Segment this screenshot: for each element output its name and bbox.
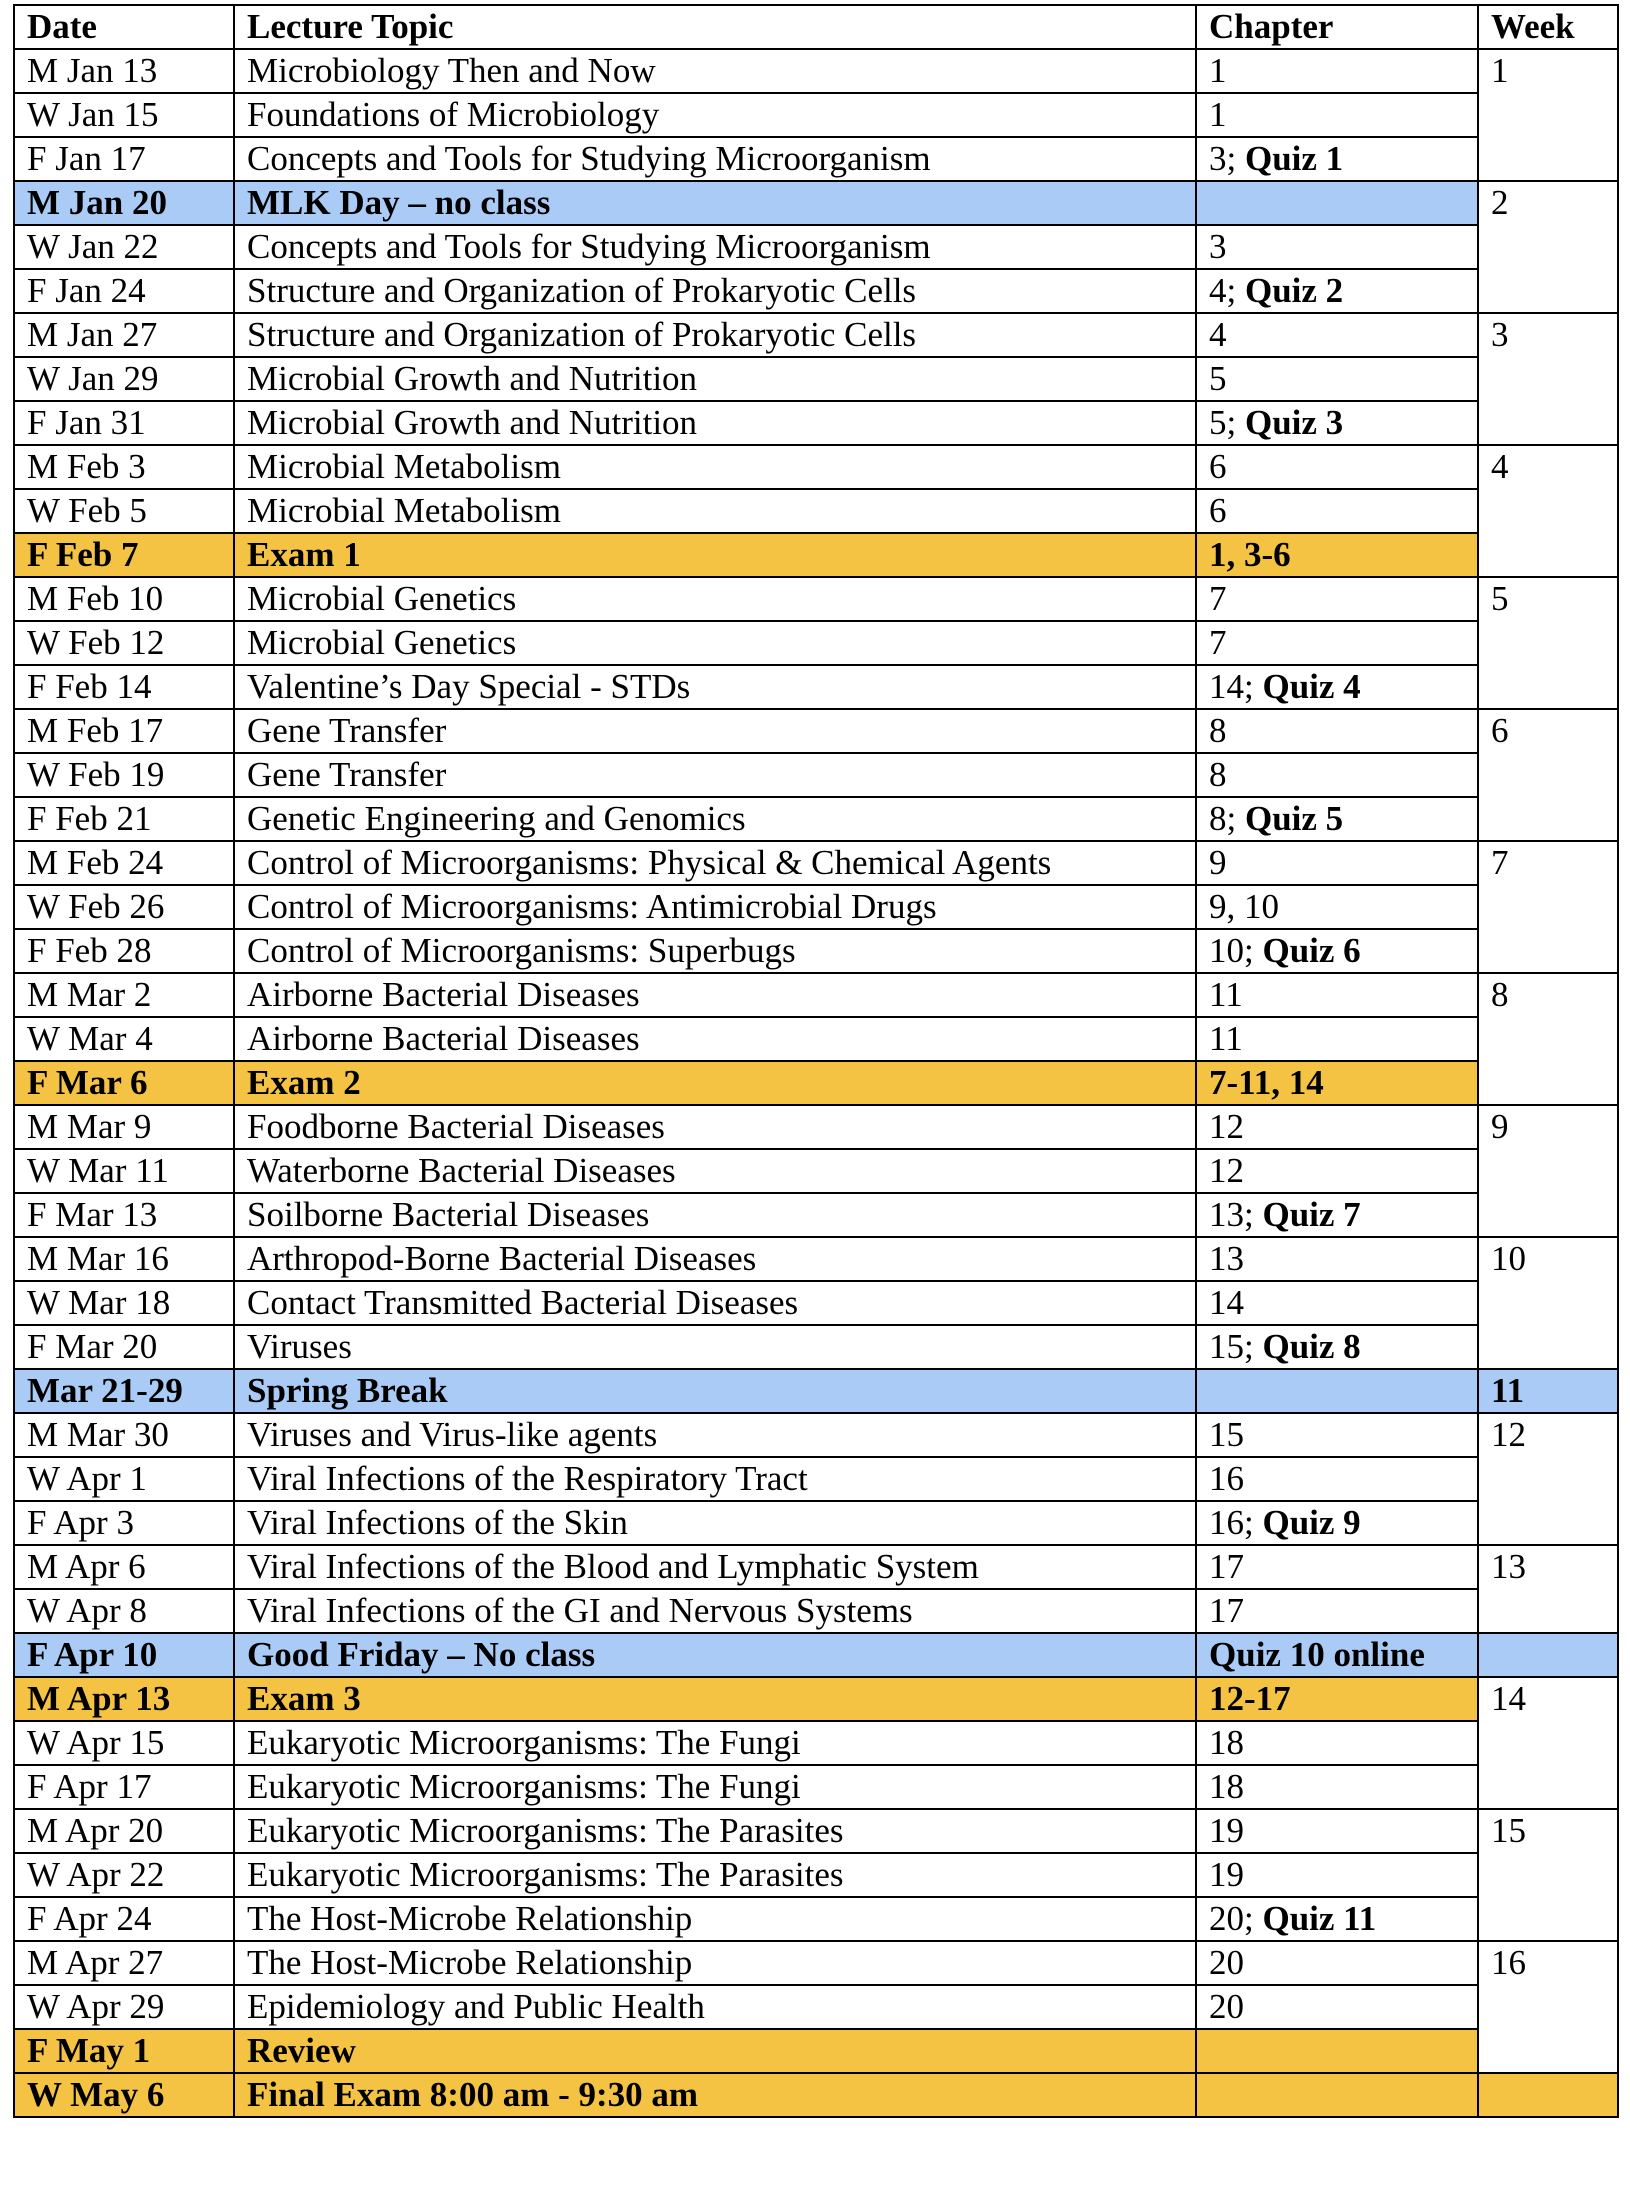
lecture-topic-cell: Contact Transmitted Bacterial Diseases (234, 1281, 1196, 1325)
lecture-topic-cell: Structure and Organization of Prokaryotic Cells (234, 313, 1196, 357)
week-cell: 12 (1478, 1413, 1618, 1545)
table-row (14, 973, 1618, 1017)
chapter-number: 7-11, 14 (1209, 1063, 1324, 1102)
date-cell: M Feb 10 (14, 577, 234, 621)
lecture-topic-cell: Final Exam 8:00 am - 9:30 am (234, 2073, 1196, 2117)
lecture-topic-cell: Airborne Bacterial Diseases (234, 973, 1196, 1017)
chapter-cell (1196, 137, 1478, 181)
table-row (14, 137, 1618, 181)
chapter-number: 15; (1209, 1327, 1263, 1366)
lecture-topic-cell: Soilborne Bacterial Diseases (234, 1193, 1196, 1237)
lecture-topic-cell: Eukaryotic Microorganisms: The Fungi (234, 1721, 1196, 1765)
chapter-number: 7 (1209, 623, 1227, 662)
schedule-body (14, 49, 1618, 2117)
chapter-cell (1196, 357, 1478, 401)
date-cell: M Feb 24 (14, 841, 234, 885)
table-row (14, 1193, 1618, 1237)
chapter-number: 12 (1209, 1151, 1244, 1190)
table-row (14, 2029, 1618, 2073)
chapter-cell (1196, 1897, 1478, 1941)
chapter-cell (1196, 533, 1478, 577)
chapter-cell (1196, 1853, 1478, 1897)
week-cell: 6 (1478, 709, 1618, 841)
chapter-cell (1196, 401, 1478, 445)
chapter-number: 19 (1209, 1855, 1244, 1894)
chapter-number: 17 (1209, 1591, 1244, 1630)
chapter-number: 20 (1209, 1987, 1244, 2026)
date-cell: M Feb 3 (14, 445, 234, 489)
date-cell: M Apr 27 (14, 1941, 234, 1985)
chapter-cell (1196, 1457, 1478, 1501)
chapter-cell (1196, 49, 1478, 93)
lecture-topic-cell: Viral Infections of the Respiratory Tract (234, 1457, 1196, 1501)
table-row (14, 1325, 1618, 1369)
chapter-number: 12-17 (1209, 1679, 1291, 1718)
date-cell: F Apr 3 (14, 1501, 234, 1545)
week-cell: 1 (1478, 49, 1618, 181)
chapter-cell (1196, 1413, 1478, 1457)
chapter-cell (1196, 885, 1478, 929)
date-cell: M Mar 16 (14, 1237, 234, 1281)
chapter-cell (1196, 841, 1478, 885)
chapter-number: 16; (1209, 1503, 1263, 1542)
table-row (14, 1985, 1618, 2029)
chapter-number: 9, 10 (1209, 887, 1279, 926)
lecture-topic-cell: Viral Infections of the Blood and Lymphatic System (234, 1545, 1196, 1589)
week-cell: 7 (1478, 841, 1618, 973)
lecture-topic-cell: Control of Microorganisms: Superbugs (234, 929, 1196, 973)
lecture-topic-cell: Foodborne Bacterial Diseases (234, 1105, 1196, 1149)
lecture-topic-cell: Waterborne Bacterial Diseases (234, 1149, 1196, 1193)
lecture-topic-cell: The Host-Microbe Relationship (234, 1941, 1196, 1985)
chapter-cell (1196, 313, 1478, 357)
date-cell: F Apr 24 (14, 1897, 234, 1941)
date-cell: F Feb 28 (14, 929, 234, 973)
chapter-cell (1196, 1061, 1478, 1105)
lecture-topic-cell: Control of Microorganisms: Physical & Chemical Agents (234, 841, 1196, 885)
date-cell: W Mar 11 (14, 1149, 234, 1193)
chapter-cell (1196, 225, 1478, 269)
quiz-label: Quiz 7 (1262, 1195, 1361, 1234)
chapter-number: 10; (1209, 931, 1263, 970)
chapter-number: 1 (1209, 95, 1227, 134)
chapter-number: 3; (1209, 139, 1245, 178)
chapter-cell (1196, 973, 1478, 1017)
table-row (14, 1809, 1618, 1853)
week-cell: 9 (1478, 1105, 1618, 1237)
lecture-topic-cell: Eukaryotic Microorganisms: The Parasites (234, 1853, 1196, 1897)
lecture-topic-cell: Microbial Metabolism (234, 489, 1196, 533)
week-cell: 2 (1478, 181, 1618, 313)
chapter-number: 13 (1209, 1239, 1244, 1278)
table-row (14, 1853, 1618, 1897)
week-cell: 15 (1478, 1809, 1618, 1941)
lecture-topic-cell: Exam 2 (234, 1061, 1196, 1105)
table-row (14, 1897, 1618, 1941)
date-cell: W Mar 4 (14, 1017, 234, 1061)
date-cell: W May 6 (14, 2073, 234, 2117)
chapter-cell (1196, 93, 1478, 137)
date-cell: W Feb 5 (14, 489, 234, 533)
chapter-number: 9 (1209, 843, 1227, 882)
chapter-cell (1196, 181, 1478, 225)
chapter-number: 16 (1209, 1459, 1244, 1498)
chapter-number: 17 (1209, 1547, 1244, 1586)
chapter-number: 11 (1209, 975, 1243, 1014)
table-row (14, 1105, 1618, 1149)
date-cell: F Apr 17 (14, 1765, 234, 1809)
date-cell: M Mar 2 (14, 973, 234, 1017)
chapter-number: 8; (1209, 799, 1245, 838)
header-chapter: Chapter (1196, 5, 1478, 49)
chapter-cell (1196, 445, 1478, 489)
chapter-number: 18 (1209, 1723, 1244, 1762)
chapter-number: 11 (1209, 1019, 1243, 1058)
week-cell (1478, 2073, 1618, 2117)
lecture-topic-cell: Concepts and Tools for Studying Microorganism (234, 137, 1196, 181)
chapter-cell (1196, 929, 1478, 973)
table-row (14, 1061, 1618, 1105)
chapter-cell (1196, 1017, 1478, 1061)
lecture-topic-cell: Review (234, 2029, 1196, 2073)
week-cell: 3 (1478, 313, 1618, 445)
table-row (14, 665, 1618, 709)
lecture-topic-cell: Exam 3 (234, 1677, 1196, 1721)
chapter-cell (1196, 1721, 1478, 1765)
lecture-topic-cell: Airborne Bacterial Diseases (234, 1017, 1196, 1061)
table-row (14, 1457, 1618, 1501)
date-cell: W Apr 29 (14, 1985, 234, 2029)
week-cell: 14 (1478, 1677, 1618, 1809)
quiz-label: Quiz 11 (1262, 1899, 1377, 1938)
date-cell: F Mar 13 (14, 1193, 234, 1237)
chapter-number: 4; (1209, 271, 1245, 310)
lecture-topic-cell: Exam 1 (234, 533, 1196, 577)
lecture-topic-cell: Gene Transfer (234, 709, 1196, 753)
header-date: Date (14, 5, 234, 49)
lecture-topic-cell: Arthropod-Borne Bacterial Diseases (234, 1237, 1196, 1281)
chapter-cell (1196, 1765, 1478, 1809)
chapter-number: 4 (1209, 315, 1227, 354)
date-cell: F Mar 6 (14, 1061, 234, 1105)
date-cell: W Apr 1 (14, 1457, 234, 1501)
chapter-number: 19 (1209, 1811, 1244, 1850)
chapter-number: 3 (1209, 227, 1227, 266)
chapter-cell (1196, 269, 1478, 313)
lecture-topic-cell: Microbial Metabolism (234, 445, 1196, 489)
quiz-label: Quiz 1 (1244, 139, 1344, 178)
week-cell (1478, 1633, 1618, 1677)
header-lecture-topic: Lecture Topic (234, 5, 1196, 49)
chapter-number: 20; (1209, 1899, 1263, 1938)
table-row (14, 2073, 1618, 2117)
week-cell: 8 (1478, 973, 1618, 1105)
table-row (14, 93, 1618, 137)
chapter-number: 18 (1209, 1767, 1244, 1806)
chapter-cell (1196, 1281, 1478, 1325)
table-row (14, 797, 1618, 841)
lecture-topic-cell: Viral Infections of the Skin (234, 1501, 1196, 1545)
chapter-cell (1196, 1501, 1478, 1545)
lecture-topic-cell: The Host-Microbe Relationship (234, 1897, 1196, 1941)
chapter-number: 6 (1209, 447, 1227, 486)
table-row (14, 885, 1618, 929)
table-header-row (14, 5, 1618, 49)
table-row (14, 181, 1618, 225)
date-cell: W Jan 22 (14, 225, 234, 269)
lecture-topic-cell: Microbial Genetics (234, 577, 1196, 621)
quiz-label: Quiz 8 (1262, 1327, 1361, 1366)
date-cell: F Jan 17 (14, 137, 234, 181)
date-cell: M Jan 27 (14, 313, 234, 357)
chapter-number: 7 (1209, 579, 1227, 618)
week-cell: 5 (1478, 577, 1618, 709)
lecture-topic-cell: Viruses (234, 1325, 1196, 1369)
date-cell: F Mar 20 (14, 1325, 234, 1369)
chapter-cell (1196, 1325, 1478, 1369)
chapter-number: 13; (1209, 1195, 1263, 1234)
date-cell: M Mar 9 (14, 1105, 234, 1149)
chapter-cell (1196, 1809, 1478, 1853)
lecture-topic-cell: Microbial Genetics (234, 621, 1196, 665)
chapter-number: 1 (1209, 51, 1227, 90)
lecture-topic-cell: Eukaryotic Microorganisms: The Parasites (234, 1809, 1196, 1853)
date-cell: W Apr 15 (14, 1721, 234, 1765)
table-row (14, 1281, 1618, 1325)
chapter-cell (1196, 1149, 1478, 1193)
table-row (14, 1149, 1618, 1193)
chapter-cell (1196, 1193, 1478, 1237)
chapter-cell (1196, 1105, 1478, 1149)
chapter-cell (1196, 577, 1478, 621)
week-cell: 16 (1478, 1941, 1618, 2073)
table-row (14, 313, 1618, 357)
table-row (14, 49, 1618, 93)
table-row (14, 1633, 1618, 1677)
lecture-topic-cell: Microbiology Then and Now (234, 49, 1196, 93)
chapter-cell (1196, 1677, 1478, 1721)
lecture-topic-cell: Epidemiology and Public Health (234, 1985, 1196, 2029)
chapter-cell (1196, 2029, 1478, 2073)
table-row (14, 621, 1618, 665)
date-cell: M Mar 30 (14, 1413, 234, 1457)
chapter-number: 20 (1209, 1943, 1244, 1982)
chapter-cell (1196, 1237, 1478, 1281)
table-row (14, 577, 1618, 621)
date-cell: W Jan 15 (14, 93, 234, 137)
chapter-cell (1196, 1589, 1478, 1633)
chapter-number: 8 (1209, 711, 1227, 750)
chapter-number: 15 (1209, 1415, 1244, 1454)
table-row (14, 533, 1618, 577)
date-cell: F Jan 31 (14, 401, 234, 445)
chapter-cell (1196, 1545, 1478, 1589)
chapter-cell (1196, 2073, 1478, 2117)
chapter-number: 1, 3-6 (1209, 535, 1291, 574)
chapter-number: 5; (1209, 403, 1245, 442)
table-row (14, 1369, 1618, 1413)
table-row (14, 1589, 1618, 1633)
lecture-topic-cell: Good Friday – No class (234, 1633, 1196, 1677)
table-row (14, 709, 1618, 753)
chapter-cell (1196, 1369, 1478, 1413)
week-cell: 4 (1478, 445, 1618, 577)
chapter-number: 14; (1209, 667, 1263, 706)
date-cell: W Apr 22 (14, 1853, 234, 1897)
week-cell: 10 (1478, 1237, 1618, 1369)
date-cell: F Feb 7 (14, 533, 234, 577)
chapter-cell (1196, 1985, 1478, 2029)
chapter-cell (1196, 665, 1478, 709)
date-cell: W Jan 29 (14, 357, 234, 401)
chapter-cell (1196, 753, 1478, 797)
week-cell: 11 (1478, 1369, 1618, 1413)
date-cell: W Apr 8 (14, 1589, 234, 1633)
table-row (14, 1765, 1618, 1809)
date-cell: M Apr 13 (14, 1677, 234, 1721)
date-cell: F Feb 21 (14, 797, 234, 841)
date-cell: F Apr 10 (14, 1633, 234, 1677)
date-cell: M Feb 17 (14, 709, 234, 753)
date-cell: W Mar 18 (14, 1281, 234, 1325)
date-cell: M Jan 13 (14, 49, 234, 93)
chapter-cell (1196, 797, 1478, 841)
lecture-topic-cell: Viruses and Virus-like agents (234, 1413, 1196, 1457)
chapter-number: 5 (1209, 359, 1227, 398)
quiz-label: Quiz 9 (1262, 1503, 1361, 1542)
date-cell: M Apr 6 (14, 1545, 234, 1589)
quiz-label: Quiz 4 (1262, 667, 1361, 706)
table-row (14, 1413, 1618, 1457)
chapter-number: 6 (1209, 491, 1227, 530)
lecture-topic-cell: Valentine’s Day Special - STDs (234, 665, 1196, 709)
chapter-cell (1196, 489, 1478, 533)
lecture-topic-cell: Foundations of Microbiology (234, 93, 1196, 137)
quiz-label: Quiz 6 (1262, 931, 1361, 970)
table-row (14, 841, 1618, 885)
table-row (14, 753, 1618, 797)
table-row (14, 269, 1618, 313)
date-cell: W Feb 19 (14, 753, 234, 797)
table-row (14, 1677, 1618, 1721)
quiz-label: Quiz 5 (1244, 799, 1344, 838)
chapter-number: Quiz 10 online (1209, 1635, 1425, 1674)
week-cell: 13 (1478, 1545, 1618, 1633)
table-row (14, 225, 1618, 269)
lecture-topic-cell: Microbial Growth and Nutrition (234, 357, 1196, 401)
lecture-topic-cell: Eukaryotic Microorganisms: The Fungi (234, 1765, 1196, 1809)
table-row (14, 929, 1618, 973)
date-cell: Mar 21-29 (14, 1369, 234, 1413)
lecture-topic-cell: Structure and Organization of Prokaryotic Cells (234, 269, 1196, 313)
lecture-topic-cell: Microbial Growth and Nutrition (234, 401, 1196, 445)
quiz-label: Quiz 2 (1244, 271, 1344, 310)
lecture-schedule-table (13, 4, 1619, 2118)
table-row (14, 1237, 1618, 1281)
lecture-topic-cell: MLK Day – no class (234, 181, 1196, 225)
header-week: Week (1478, 5, 1618, 49)
date-cell: W Feb 26 (14, 885, 234, 929)
lecture-topic-cell: Spring Break (234, 1369, 1196, 1413)
quiz-label: Quiz 3 (1244, 403, 1344, 442)
table-row (14, 1721, 1618, 1765)
date-cell: M Apr 20 (14, 1809, 234, 1853)
table-row (14, 445, 1618, 489)
date-cell: W Feb 12 (14, 621, 234, 665)
chapter-cell (1196, 621, 1478, 665)
chapter-number: 14 (1209, 1283, 1244, 1322)
lecture-topic-cell: Concepts and Tools for Studying Microorganism (234, 225, 1196, 269)
date-cell: M Jan 20 (14, 181, 234, 225)
lecture-topic-cell: Gene Transfer (234, 753, 1196, 797)
table-row (14, 401, 1618, 445)
date-cell: F Jan 24 (14, 269, 234, 313)
lecture-topic-cell: Genetic Engineering and Genomics (234, 797, 1196, 841)
date-cell: F May 1 (14, 2029, 234, 2073)
table-row (14, 1941, 1618, 1985)
date-cell: F Feb 14 (14, 665, 234, 709)
table-row (14, 1501, 1618, 1545)
chapter-cell (1196, 1633, 1478, 1677)
table-row (14, 1545, 1618, 1589)
lecture-topic-cell: Viral Infections of the GI and Nervous Systems (234, 1589, 1196, 1633)
table-row (14, 357, 1618, 401)
chapter-cell (1196, 709, 1478, 753)
chapter-number: 8 (1209, 755, 1227, 794)
table-row (14, 489, 1618, 533)
lecture-topic-cell: Control of Microorganisms: Antimicrobial Drugs (234, 885, 1196, 929)
chapter-cell (1196, 1941, 1478, 1985)
chapter-number: 12 (1209, 1107, 1244, 1146)
table-row (14, 1017, 1618, 1061)
